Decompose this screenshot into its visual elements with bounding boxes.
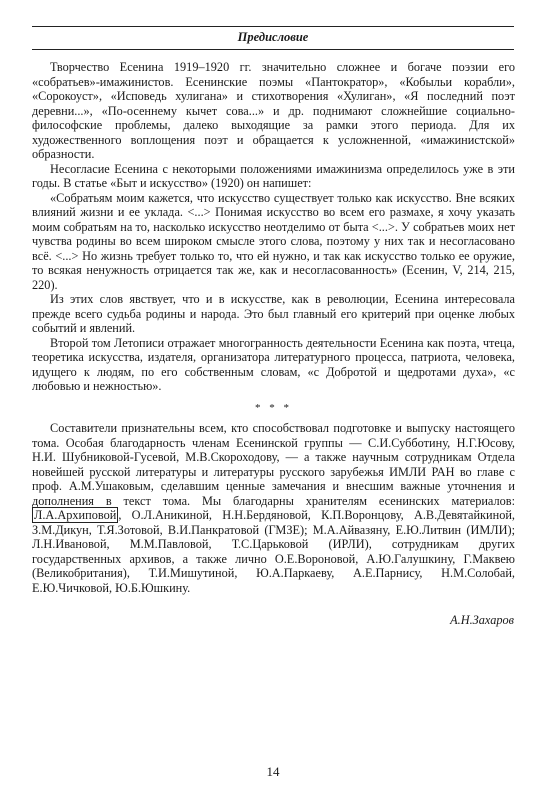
paragraph-1: Творчество Есенина 1919–1920 гг. значительно сложнее и богаче поэзии его «собратьев»-имажинистов. Есенинские поэмы «Пантократор», «Кобыльи корабли», «Сорокоуст», «Исповедь хулигана» и стихотворения «Хулиган», «Я последний поэт деревни...», «По-осеннему кычет сова...» и др. поднимают сложнейшие социально-философские проблемы, далеко выходящие за рамки этого периода. Для их художественного воплощения поэт и обращается к усложненной, «имажинистской» образности. — [32, 60, 515, 161]
acknowledgements-paragraph — [32, 421, 515, 595]
paragraph-5: Второй том Летописи отражает многогранность деятельности Есенина как поэта, чтеца, теоретика искусства, издателя, организатора литературного процесса, патриота, человека, идущего к людям, по его собственным словам, «с Добротой и щедротами духа», «с любовью и нежностью». — [32, 335, 515, 393]
quotation-paragraph: «Собратьям моим кажется, что искусство существует только как искусство. Вне всяких влияний жизни и ее уклада. <...> Понимая искусство во всем его размахе, я хочу указать моим собратьям на то, насколько искусство неотделимо от бытa <...>. У собратьев моих нет чувства родины во всем широком смысле этого слова, поэтому у них так и несогласовано всё. <...> Но жизнь требует только то, что ей нужно, и так как искусство только ее оружие, то всякая ненужность отрицается так же, как и несогласованность» (Есенин, V, 214, 215, 220). — [32, 190, 515, 292]
page-number: 14 — [266, 764, 280, 779]
paragraph-4: Из этих слов явствует, что и в искусстве, как в революции, Есенина интересовала прежде всего судьба родины и народа. Это был главный его критерий при оценке любых событий и явлений. — [32, 292, 515, 335]
running-header: Предисловие — [237, 30, 309, 44]
body-text — [32, 60, 515, 595]
acknowledgements-text-start: Составители признательны всем, кто способствовал подготовке и выпуску настоящего тома. Особая благодарность членам Есенинской группы — С.И.Субботину, Н.Г.Юсову, Н.И. Шубниковой-Гусевой, М.В.Скороходову, — а также научным сотрудникам Отдела новейшей русской литературы и литературы русского зарубежья ИМЛИ РАН во главе с проф. А.М.Ушаковым, сделавшим ценные замечания и внесшим важные уточнения и дополнения в текст тома. Мы благодарны хранителям есенинских материалов: — [32, 421, 515, 508]
section-separator: * * * — [255, 401, 292, 414]
author-signature: А.Н.Захаров — [450, 613, 514, 627]
highlighted-name-box: Л.А.Архиповой — [34, 508, 117, 522]
acknowledgements-text-end: , О.Л.Аникиной, Н.Н.Бердяновой, К.П.Воронцову, А.В.Девятайкиной, З.М.Дикун, Т.Я.Зотовой, В.И.Панкратовой (ГМЗЕ); М.А.Айвазяну, Е.Ю.Литвин (ИМЛИ); Л.Н.Ивановой, М.М.Павловой, Т.С.Царьковой (ИРЛИ), сотрудникам других государственных архивов, а также лично О.Е.Вороновой, А.Ю.Галушкину, Г.Маквею (Великобритания), Т.И.Мишутиной, Ю.А.Паркаеву, А.Е.Парнису, Н.М.Солобай, Е.Ю.Чичковой, Ю.Б.Юшкину. — [32, 508, 515, 595]
paragraph-2: Несогласие Есенина с некоторыми положениями имажинизма определилось уже в эти годы. В статье «Быт и искусство» (1920) он напишет: — [32, 161, 515, 190]
header-rule-top — [32, 26, 514, 27]
header-rule-bottom — [32, 49, 514, 50]
